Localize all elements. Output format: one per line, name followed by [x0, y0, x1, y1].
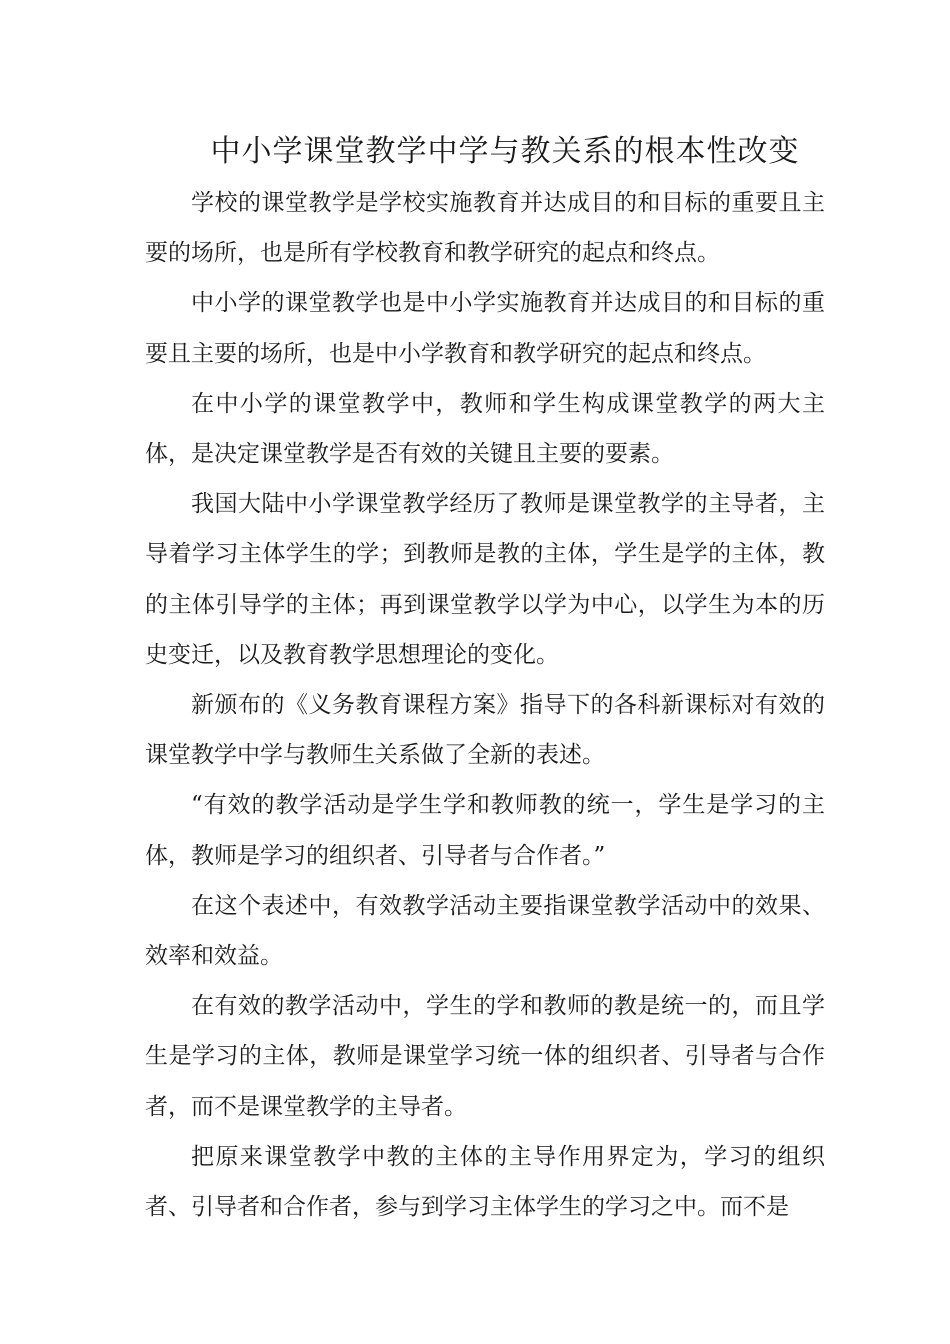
paragraph-9: 把原来课堂教学中教的主体的主导作用界定为，学习的组织者、引导者和合作者，参与到学习主体学生的学习之中。而不是	[145, 1143, 825, 1221]
document-body	[145, 178, 825, 1232]
document-title: 中小学课堂教学中学与教关系的根本性改变	[210, 134, 800, 169]
paragraph-4: 我国大陆中小学课堂教学经历了教师是课堂教学的主导者，主导着学习主体学生的学；到教师是教的主体，学生是学的主体，教的主体引导学的主体；再到课堂教学以学为中心，以学生为本的历史变迁，以及教育教学思想理论的变化。	[145, 491, 825, 668]
paragraph-5: 新颁布的《义务教育课程方案》指导下的各科新课标对有效的课堂教学中学与教师生关系做了全新的表述。	[145, 692, 825, 769]
paragraph-3: 在中小学的课堂教学中，教师和学生构成课堂教学的两大主体，是决定课堂教学是否有效的关键且主要的要素。	[145, 390, 825, 468]
paragraph-2: 中小学的课堂教学也是中小学实施教育并达成目的和目标的重要且主要的场所，也是中小学教育和教学研究的起点和终点。	[145, 290, 825, 367]
paragraph-6: “有效的教学活动是学生学和教师教的统一，学生是学习的主体，教师是学习的组织者、引导者与合作者。”	[145, 792, 825, 869]
paragraph-8: 在有效的教学活动中，学生的学和教师的教是统一的，而且学生是学习的主体，教师是课堂学习统一体的组织者、引导者与合作者，而不是课堂教学的主导者。	[145, 993, 825, 1120]
paragraph-7: 在这个表述中，有效教学活动主要指课堂教学活动中的效果、效率和效益。	[145, 892, 825, 970]
paragraph-1: 学校的课堂教学是学校实施教育并达成目的和目标的重要且主要的场所，也是所有学校教育和教学研究的起点和终点。	[145, 190, 825, 267]
